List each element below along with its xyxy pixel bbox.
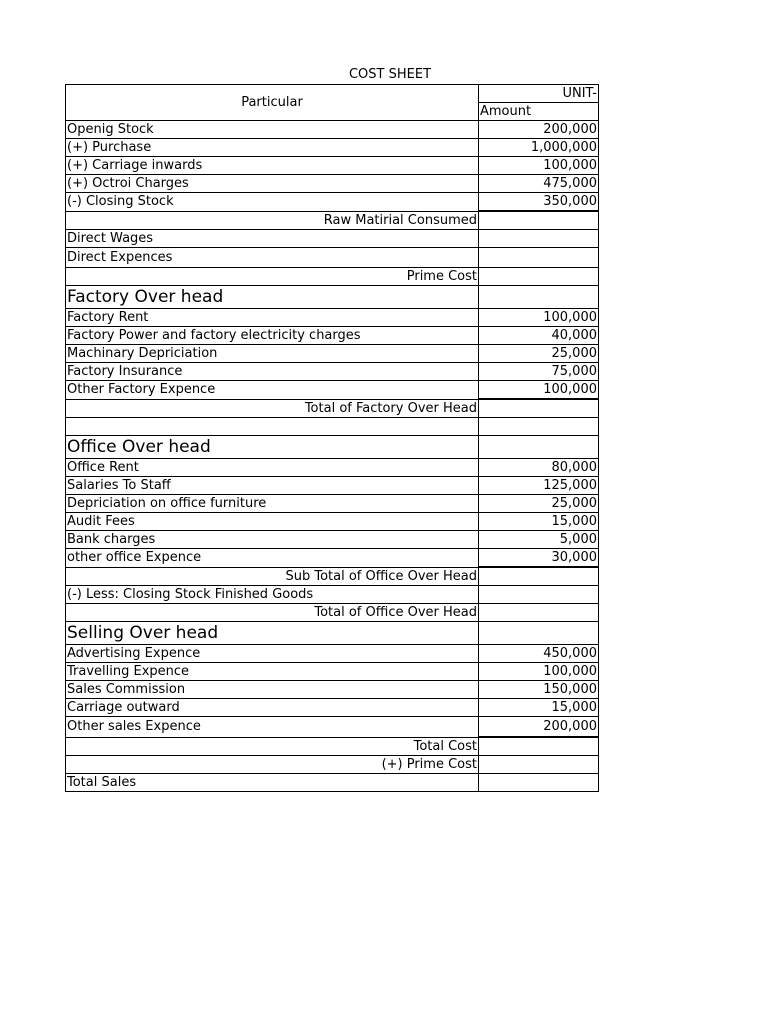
section-title: Office Over head [66,436,479,459]
blank-cell [66,418,479,436]
row-label: Salaries To Staff [66,477,479,495]
row-amount: 200,000 [479,717,599,738]
row-label: Audit Fees [66,513,479,531]
row-amount [479,399,599,418]
row-amount: 40,000 [479,327,599,345]
row-amount: 15,000 [479,699,599,717]
row-amount: 80,000 [479,459,599,477]
row-label: Total Cost [66,737,479,756]
row-label: Advertising Expence [66,645,479,663]
row-label: Direct Expences [66,248,479,268]
table-row [66,645,599,663]
row-amount: 100,000 [479,663,599,681]
row-amount: 150,000 [479,681,599,699]
row-label: Total of Factory Over Head [66,399,479,418]
section-title: Factory Over head [66,286,479,309]
row-amount [479,622,599,645]
row-amount [479,286,599,309]
row-label: Factory Rent [66,309,479,327]
row-amount [479,604,599,622]
table-row [66,756,599,774]
table-row [66,717,599,738]
table-row [66,309,599,327]
table-row [66,477,599,495]
row-amount [479,211,599,230]
row-label: Factory Power and factory electricity charges [66,327,479,345]
row-label: Depriciation on office furniture [66,495,479,513]
row-label: (+) Octroi Charges [66,175,479,193]
row-amount: 350,000 [479,193,599,212]
row-amount: 1,000,000 [479,139,599,157]
table-row [66,363,599,381]
table-row [66,774,599,792]
row-amount: 475,000 [479,175,599,193]
blank-cell [479,418,599,436]
section-row [66,622,599,645]
row-amount [479,774,599,792]
table-row [66,139,599,157]
row-label: Total of Office Over Head [66,604,479,622]
table-row [66,211,599,230]
row-amount [479,248,599,268]
row-amount [479,756,599,774]
table-row [66,381,599,400]
table-row [66,193,599,212]
row-amount: 100,000 [479,381,599,400]
row-amount [479,567,599,586]
table-row [66,345,599,363]
row-amount: 450,000 [479,645,599,663]
row-label: Raw Matirial Consumed [66,211,479,230]
row-label: Other Factory Expence [66,381,479,400]
table-row [66,399,599,418]
sheet-title: COST SHEET [348,67,432,82]
particular-header: Particular [66,85,479,121]
row-amount: 25,000 [479,345,599,363]
table-row [66,604,599,622]
unit-header: UNIT- [479,85,599,103]
row-amount: 125,000 [479,477,599,495]
row-label: (+) Carriage inwards [66,157,479,175]
row-label: Factory Insurance [66,363,479,381]
table-row [66,513,599,531]
table-row [66,531,599,549]
table-row [66,230,599,248]
table-row [66,121,599,139]
table-row [66,549,599,568]
table-row [66,327,599,345]
table-row [66,567,599,586]
section-title: Selling Over head [66,622,479,645]
section-row [66,436,599,459]
table-row [66,459,599,477]
table-row [66,248,599,268]
row-amount: 200,000 [479,121,599,139]
row-amount: 100,000 [479,309,599,327]
row-label: other office Expence [66,549,479,568]
table-row [66,699,599,717]
row-amount: 75,000 [479,363,599,381]
row-label: Total Sales [66,774,479,792]
section-row [66,286,599,309]
table-row [66,268,599,286]
row-amount: 100,000 [479,157,599,175]
row-amount: 15,000 [479,513,599,531]
row-label: (+) Prime Cost [66,756,479,774]
row-label: Machinary Depriciation [66,345,479,363]
row-amount: 25,000 [479,495,599,513]
row-amount [479,737,599,756]
row-amount [479,436,599,459]
row-label: (-) Closing Stock [66,193,479,212]
row-label: (-) Less: Closing Stock Finished Goods [66,586,479,604]
row-label: Bank charges [66,531,479,549]
row-label: Office Rent [66,459,479,477]
table-row [66,175,599,193]
row-amount [479,230,599,248]
row-amount [479,268,599,286]
row-amount [479,586,599,604]
row-label: (+) Purchase [66,139,479,157]
cost-sheet-table [65,84,599,792]
blank-row [66,418,599,436]
row-label: Direct Wages [66,230,479,248]
table-row [66,663,599,681]
amount-header: Amount [479,103,599,121]
row-label: Travelling Expence [66,663,479,681]
table-row [66,157,599,175]
table-row [66,586,599,604]
row-label: Sales Commission [66,681,479,699]
table-row [66,495,599,513]
row-label: Prime Cost [66,268,479,286]
row-amount: 5,000 [479,531,599,549]
row-label: Carriage outward [66,699,479,717]
row-label: Openig Stock [66,121,479,139]
row-label: Sub Total of Office Over Head [66,567,479,586]
row-amount: 30,000 [479,549,599,568]
table-row [66,681,599,699]
row-label: Other sales Expence [66,717,479,738]
table-row [66,737,599,756]
